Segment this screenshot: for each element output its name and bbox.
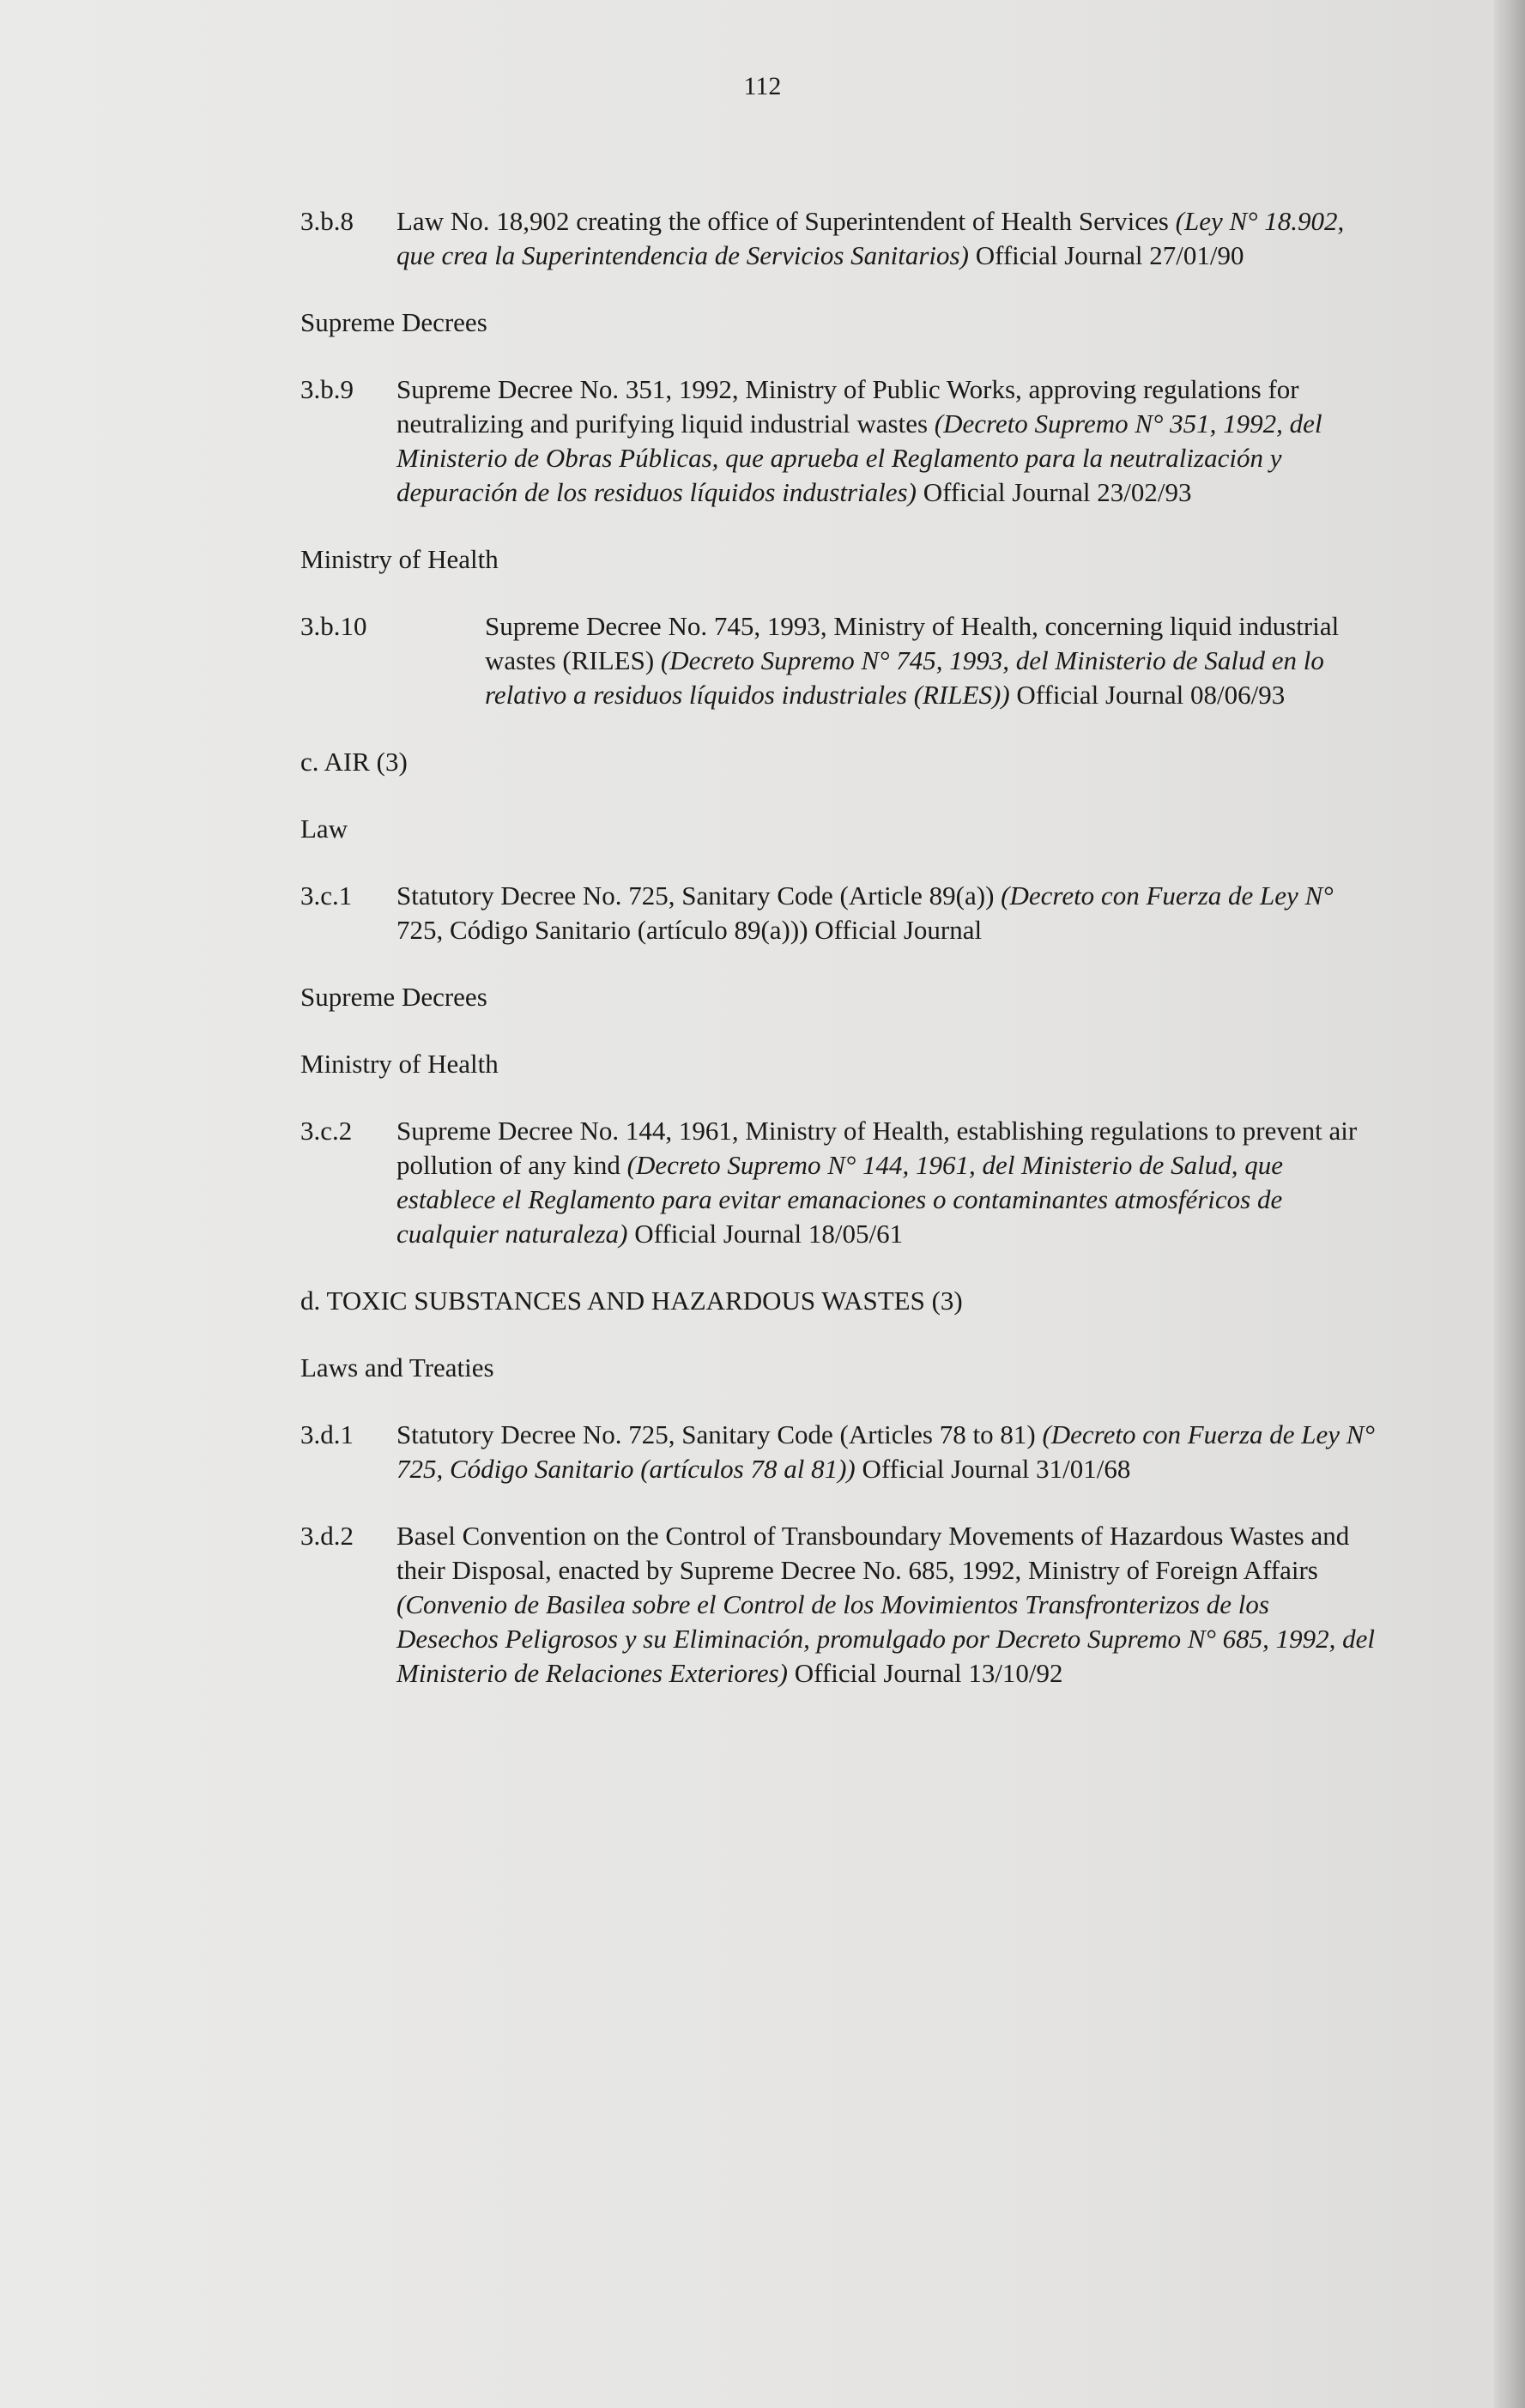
entry-text xyxy=(396,204,1377,273)
entry-text xyxy=(396,1114,1377,1251)
entry-text-plain: Basel Convention on the Control of Transboundary Movements of Hazardous Wastes and their Disposal, enacted by Supreme Decree No. 685, 1992, Ministry of Foreign Affairs xyxy=(396,1521,1350,1585)
entry-text-spanish: (Decreto con Fuerza de Ley N° xyxy=(1001,880,1334,911)
entry-text-journal: Official Journal 13/10/92 xyxy=(787,1658,1063,1688)
entry-text xyxy=(396,1519,1377,1691)
entry-number: 3.c.1 xyxy=(300,880,353,911)
subheading-supreme-decrees: Supreme Decrees xyxy=(300,307,487,337)
entry-3-b-9 xyxy=(300,372,1377,510)
entry-number: 3.b.8 xyxy=(300,206,354,236)
entry-text-plain: Supreme Decree No. 745, 1993, Ministry of Health, concerning liquid industrial wastes (RILES) xyxy=(485,611,1340,675)
entry-text xyxy=(396,372,1377,510)
section-heading-air: c. AIR (3) xyxy=(300,747,408,777)
entry-3-d-2 xyxy=(300,1519,1377,1691)
entry-text xyxy=(396,879,1377,947)
entry-text-plain: Law No. 18,902 creating the office of Superintendent of Health Services xyxy=(396,206,1176,236)
entry-text xyxy=(396,1418,1377,1486)
subheading-supreme-decrees: Supreme Decrees xyxy=(300,982,487,1012)
entry-3-b-8 xyxy=(300,204,1377,273)
document-body xyxy=(300,204,1377,1723)
entry-text-spanish: (Ley N° 18.902, que crea la Superintendencia de Servicios Sanitarios) xyxy=(396,206,1345,270)
entry-text-plain: Statutory Decree No. 725, Sanitary Code (Article 89(a)) xyxy=(396,880,1002,911)
subheading-ministry-of-health: Ministry of Health xyxy=(300,544,499,574)
entry-number: 3.d.2 xyxy=(300,1521,354,1551)
entry-text-spanish: (Convenio de Basilea sobre el Control de los Movimientos Transfronterizos de los Desechos Peligrosos y su Eliminación, promulgado por Decreto Supremo N° 685, 1992, del Ministerio de Relaciones Exteriores) xyxy=(396,1589,1376,1688)
entry-text-journal: Official Journal 27/01/90 xyxy=(968,240,1244,270)
entry-text-spanish: (Decreto Supremo N° 351, 1992, del Ministerio de Obras Públicas, que aprueba el Reglamento para la neutralización y depuración de los residuos líquidos industriales) xyxy=(396,408,1322,507)
entry-3-c-2 xyxy=(300,1114,1377,1251)
entry-text xyxy=(485,609,1377,712)
entry-text-journal: Official Journal 23/02/93 xyxy=(916,477,1192,507)
entry-number: 3.b.9 xyxy=(300,374,354,404)
page-number: 112 xyxy=(743,72,782,100)
entry-number: 3.b.10 xyxy=(300,611,367,641)
entry-text-spanish: (Decreto con Fuerza de Ley N° 725, Código Sanitario (artículos 78 al 81)) xyxy=(396,1419,1375,1484)
entry-text-journal: Official Journal 31/01/68 xyxy=(855,1454,1131,1484)
subheading-laws-and-treaties: Laws and Treaties xyxy=(300,1352,494,1382)
entry-text-plain: Supreme Decree No. 144, 1961, Ministry of Health, establishing regulations to prevent air pollution of any kind xyxy=(396,1116,1358,1180)
entry-3-d-1 xyxy=(300,1418,1377,1486)
page-edge-shadow xyxy=(1494,0,1525,2408)
entry-text-spanish: (Decreto Supremo N° 144, 1961, del Ministerio de Salud, que establece el Reglamento para evitar emanaciones o contaminantes atmosféricos de cualquier naturaleza) xyxy=(396,1150,1283,1249)
entry-text-spanish: (Decreto Supremo N° 745, 1993, del Ministerio de Salud en lo relativo a residuos líquidos industriales (RILES)) xyxy=(485,645,1324,710)
entry-text-journal: Official Journal 08/06/93 xyxy=(1009,680,1286,710)
entry-3-b-10 xyxy=(300,609,1377,712)
section-heading-toxic-substances: d. TOXIC SUBSTANCES AND HAZARDOUS WASTES (3) xyxy=(300,1286,963,1316)
entry-number: 3.c.2 xyxy=(300,1116,353,1146)
subheading-law: Law xyxy=(300,814,348,844)
entry-number: 3.d.1 xyxy=(300,1419,354,1449)
entry-text-journal: 725, Código Sanitario (artículo 89(a))) Official Journal xyxy=(396,915,983,945)
entry-text-plain: Statutory Decree No. 725, Sanitary Code (Articles 78 to 81) xyxy=(396,1419,1043,1449)
subheading-ministry-of-health: Ministry of Health xyxy=(300,1049,499,1079)
entry-text-plain: Supreme Decree No. 351, 1992, Ministry of Public Works, approving regulations for neutralizing and purifying liquid industrial wastes xyxy=(396,374,1299,439)
entry-3-c-1 xyxy=(300,879,1377,947)
entry-text-journal: Official Journal 18/05/61 xyxy=(627,1219,904,1249)
